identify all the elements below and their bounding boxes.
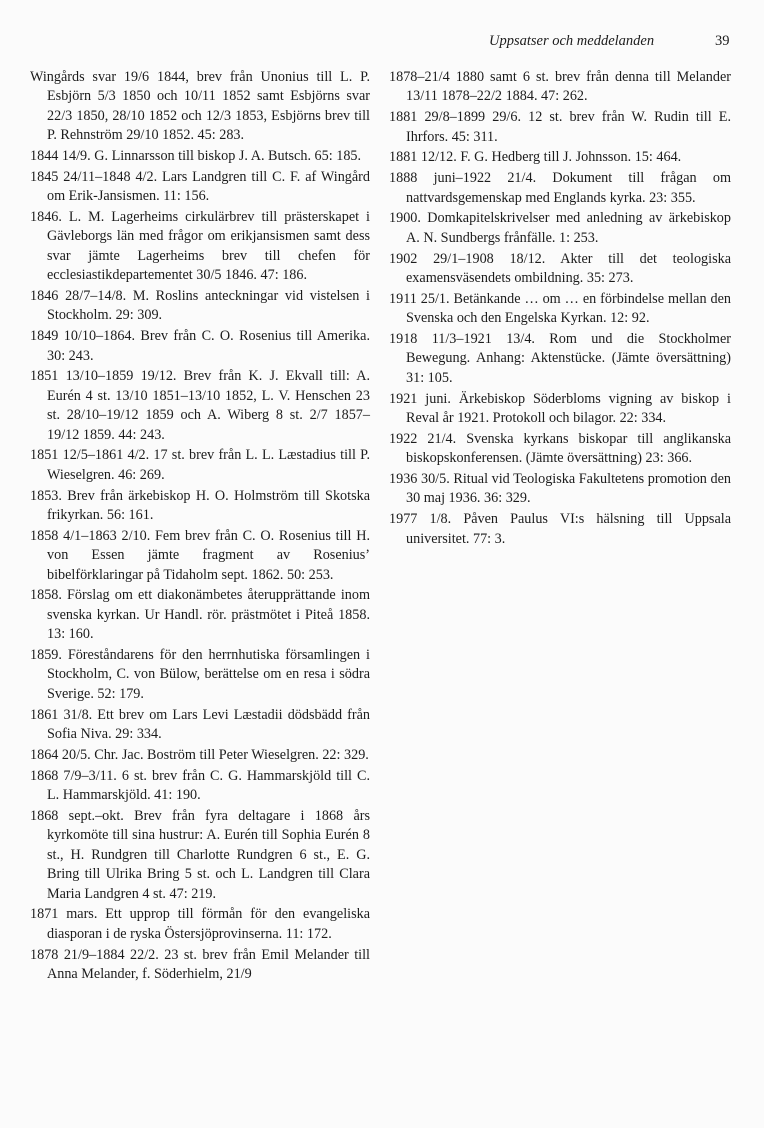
- list-entry: 1878 21/9–1884 22/2. 23 st. brev från Emil Melander till Anna Melander, f. Söderhielm, 21/9: [30, 946, 370, 982]
- list-entry: 1845 24/11–1848 4/2. Lars Landgren till C. F. af Wingård om Erik-Jansismen. 11: 156.: [30, 168, 370, 205]
- list-entry: 1868 7/9–3/11. 6 st. brev från C. G. Hammarskjöld till C. L. Hammarskjöld. 41: 190.: [30, 767, 370, 804]
- list-entry: Wingårds svar 19/6 1844, brev från Unonius till L. P. Esbjörn 5/3 1850 och 10/11 1852 samt Esbjörns svar 22/3 1850, 28/10 1852 och 12/3 1853, Esbjörns brev till P. Rehnström 29/10 1852. 45: 283.: [30, 69, 370, 144]
- list-entry: 1851 12/5–1861 4/2. 17 st. brev från L. L. Læstadius till P. Wieselgren. 46: 269.: [30, 447, 370, 483]
- list-entry: 1858 4/1–1863 2/10. Fem brev från C. O. Rosenius till H. von Essen jämte fragment av Rosenius’ bibelförklaringar på Tidaholm sept. 1862. 50: 253.: [30, 527, 370, 583]
- list-entry: 1918 11/3–1921 13/4. Rom und die Stockholmer Bewegung. Anhang: Aktenstücke. (Jämte översättning) 31: 105.: [389, 331, 731, 386]
- list-entry: 1881 29/8–1899 29/6. 12 st. brev från W. Rudin till E. Ihrfors. 45: 311.: [389, 109, 731, 145]
- list-entry: 1844 14/9. G. Linnarsson till biskop J. A. Butsch. 65: 185.: [30, 148, 362, 165]
- list-entry: 1859. Föreståndarens för den herrnhutiska församlingen i Stockholm, C. von Bülow, berättelse om en resa i södra Sverige. 52: 179.: [30, 647, 370, 702]
- list-entry: 1846. L. M. Lagerheims cirkulärbrev till prästerskapet i Gävleborgs län med frågor om erikjansismen samt dess svar jämte Lagerheims brev till chefen för ecclesiastikdepartementet 30/5 1846. 47: 186.: [30, 209, 370, 284]
- left-column: [30, 68, 370, 986]
- list-entry: 1911 25/1. Betänkande … om … en förbindelse mellan den Svenska och den Engelska Kyrkan. 12: 92.: [389, 290, 731, 327]
- list-entry: 1849 10/10–1864. Brev från C. O. Rosenius till Amerika. 30: 243.: [30, 328, 370, 364]
- list-entry: 1888 juni–1922 21/4. Dokument till frågan om nattvardsgemenskap med Englands kyrka. 23: 355.: [389, 170, 731, 206]
- right-column: [389, 68, 731, 550]
- list-entry: 1871 mars. Ett upprop till förmån för den evangeliska diasporan i de ryska Östersjöprovinserna. 11: 172.: [30, 906, 370, 942]
- list-entry: 1878–21/4 1880 samt 6 st. brev från denna till Melander 13/11 1878–22/2 1884. 47: 262.: [389, 69, 731, 105]
- list-entry: 1861 31/8. Ett brev om Lars Levi Læstadii dödsbädd från Sofia Niva. 29: 334.: [30, 706, 370, 743]
- list-entry: 1868 sept.–okt. Brev från fyra deltagare i 1868 års kyrkomöte till sina hustrur: A. Eurén till Sophia Eurén 8 st., H. Rundgren till Charlotte Rundgren 6 st., E. G. Bring till Ulrika Bring 5 st. och L. Landgren till Clara Maria Landgren 4 st. 47: 219.: [30, 807, 370, 902]
- list-entry: 1881 12/12. F. G. Hedberg till J. Johnsson. 15: 464.: [389, 149, 682, 166]
- list-entry: 1921 juni. Ärkebiskop Söderbloms vigning av biskop i Reval år 1921. Protokoll och bilagor. 22: 334.: [389, 390, 731, 427]
- list-entry: 1851 13/10–1859 19/12. Brev från K. J. Ekvall till: A. Eurén 4 st. 13/10 1851–13/10 1852, L. V. Henschen 23 st. 28/10–19/12 1859 och A. Wiberg 8 st. 2/7 1857–19/12 1859. 44: 243.: [30, 368, 370, 443]
- list-entry: 1853. Brev från ärkebiskop H. O. Holmström till Skotska frikyrkan. 56: 161.: [30, 487, 370, 524]
- list-entry: 1900. Domkapitelskrivelser med anledning av ärkebiskop A. N. Sundbergs frånfälle. 1: 253.: [389, 210, 731, 246]
- list-entry: 1977 1/8. Påven Paulus VI:s hälsning till Uppsala universitet. 77: 3.: [389, 511, 731, 547]
- list-entry: 1922 21/4. Svenska kyrkans biskopar till anglikanska biskopskonferensen. (Jämte översättning) 23: 366.: [389, 430, 731, 467]
- running-header: [0, 33, 764, 53]
- list-entry: 1936 30/5. Ritual vid Teologiska Fakultetens promotion den 30 maj 1936. 36: 329.: [389, 471, 731, 507]
- list-entry: 1858. Förslag om ett diakonämbetes återupprättande inom svenska kyrkan. Ur Handl. rör. prästmötet i Piteå 1858. 13: 160.: [30, 587, 370, 643]
- list-entry: 1846 28/7–14/8. M. Roslins anteckningar vid vistelsen i Stockholm. 29: 309.: [30, 288, 370, 324]
- list-entry: 1902 29/1–1908 18/12. Akter till det teologiska examensväsendets ombildning. 35: 273.: [389, 250, 731, 287]
- running-title: Uppsatser och meddelanden: [489, 33, 655, 49]
- page-number: 39: [715, 33, 730, 49]
- list-entry: 1864 20/5. Chr. Jac. Boström till Peter Wieselgren. 22: 329.: [30, 746, 369, 763]
